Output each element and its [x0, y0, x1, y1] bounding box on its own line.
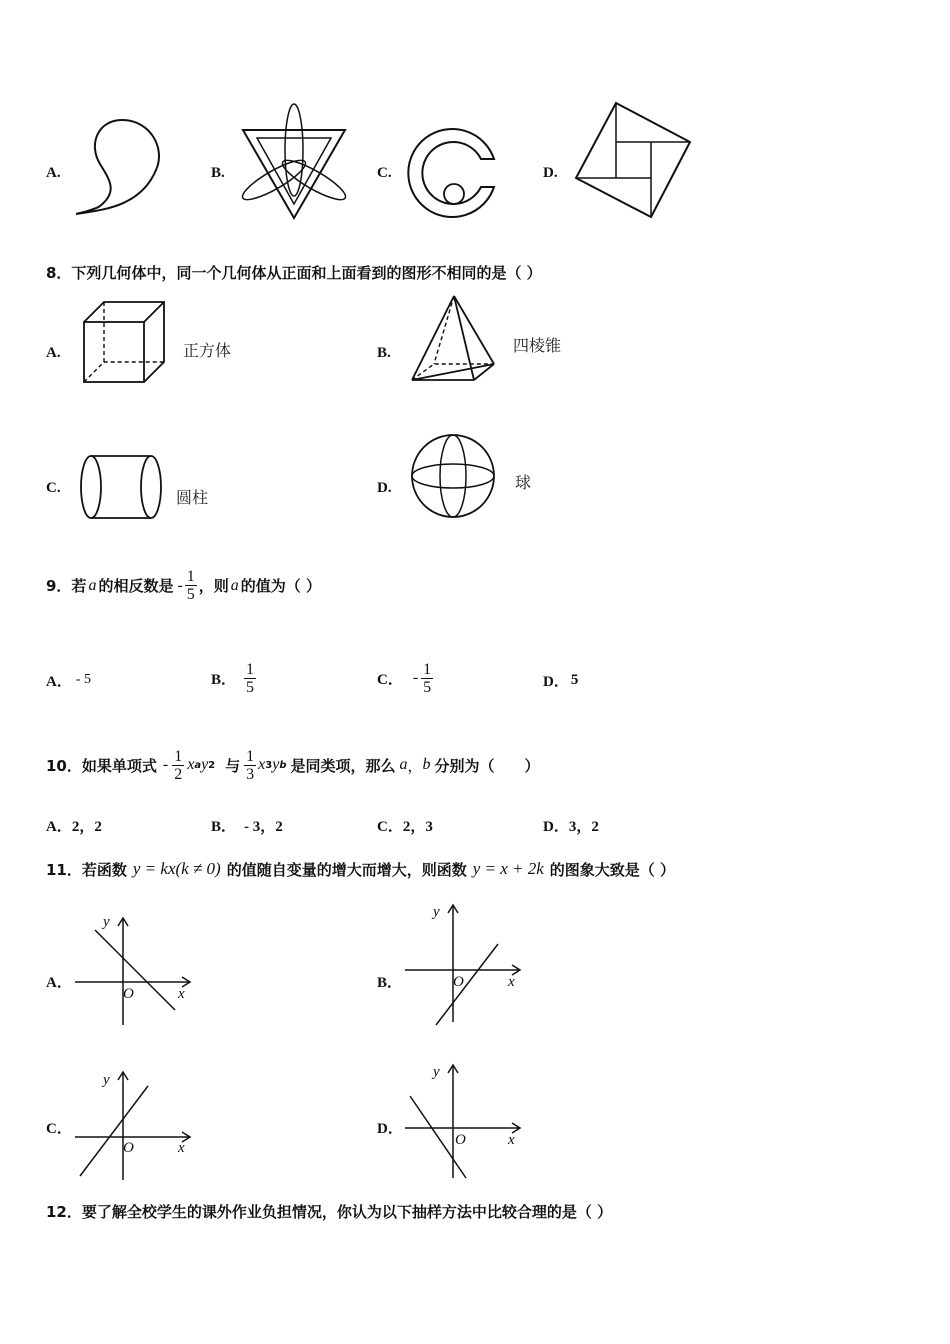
q10-option-d[interactable]: D．3，2 [543, 819, 599, 835]
q8-pyramid-figure [408, 292, 498, 386]
q7-option-a-curl-figure [70, 110, 165, 220]
q7-option-c-label[interactable]: C. [377, 165, 392, 181]
q12-stem: 12．要了解全校学生的课外作业负担情况，你认为以下抽样方法中比较合理的是（ ） [46, 1203, 613, 1221]
q11-option-d-label[interactable]: D． [377, 1121, 403, 1137]
q11-stem: 11．若函数 y = kx(k ≠ 0) 的值随自变量的增大而增大，则函数 y = x + 2k 的图象大致是（ ） [46, 859, 676, 879]
origin-label: O [453, 974, 464, 990]
q8-option-d-label[interactable]: D. [377, 480, 392, 496]
q8-option-c-name: 圆柱 [176, 488, 209, 507]
q9-stem: 9．若 a 的相反数是 - $\frac{1}{5}$ ，则 a 的值为（ ） [46, 568, 322, 603]
q9-option-c[interactable]: C． - $\frac{1}{5}$ [377, 660, 432, 696]
q7-option-d-square-figure [572, 100, 694, 222]
q11-option-b-label[interactable]: B． [377, 975, 403, 991]
q10-option-b[interactable]: B． - 3，2 [211, 819, 283, 835]
origin-label: O [123, 1140, 134, 1156]
q7-option-b-triangle-ellipses-figure [240, 102, 350, 222]
q11-graph-c [70, 1068, 200, 1188]
q11-option-c-label[interactable]: C． [46, 1121, 72, 1137]
q8-option-c-label[interactable]: C. [46, 480, 61, 496]
q10-option-a[interactable]: A．2，2 [46, 819, 102, 835]
q8-option-b-label[interactable]: B. [377, 345, 391, 361]
q10-option-c[interactable]: C．2，3 [377, 819, 433, 835]
q11-graph-a [70, 910, 200, 1030]
x-axis-label: x [178, 986, 185, 1002]
q8-stem: 8．下列几何体中，同一个几何体从正面和上面看到的图形不相同的是（ ） [46, 264, 542, 282]
x-axis-label: x [508, 974, 515, 990]
q8-cylinder-figure [78, 452, 168, 524]
q8-option-a-label[interactable]: A. [46, 345, 61, 361]
q11-graph-d [400, 1060, 530, 1185]
q9-option-d[interactable]: D． 5 [543, 671, 579, 690]
q7-option-c-ring-figure [405, 125, 503, 223]
q11-graph-b [400, 900, 530, 1030]
q7-option-a-label[interactable]: A. [46, 165, 61, 181]
q7-option-d-label[interactable]: D. [543, 165, 558, 181]
origin-label: O [123, 986, 134, 1002]
q9-option-a[interactable]: A． - 5 [46, 672, 92, 690]
q8-cube-figure [80, 298, 172, 386]
y-axis-label: y [103, 1072, 110, 1088]
q8-sphere-figure [410, 430, 500, 522]
x-axis-label: x [508, 1132, 515, 1148]
q8-option-b-name: 四棱锥 [513, 336, 562, 355]
x-axis-label: x [178, 1140, 185, 1156]
q9-option-b[interactable]: B． $\frac{1}{5}$ [211, 660, 255, 696]
q8-option-d-name: 球 [515, 473, 532, 492]
q10-stem: 10．如果单项式 - $\frac{1}{2}$ x a y 2 与 $\frac{1}{3}$ x 3 y b 是同类项，那么 a ， b 分别为（ ） [46, 747, 540, 783]
q7-option-b-label[interactable]: B. [211, 165, 225, 181]
q11-option-a-label[interactable]: A． [46, 975, 72, 991]
y-axis-label: y [103, 914, 110, 930]
y-axis-label: y [433, 1064, 440, 1080]
origin-label: O [455, 1132, 466, 1148]
q8-option-a-name: 正方体 [183, 341, 232, 360]
y-axis-label: y [433, 904, 440, 920]
